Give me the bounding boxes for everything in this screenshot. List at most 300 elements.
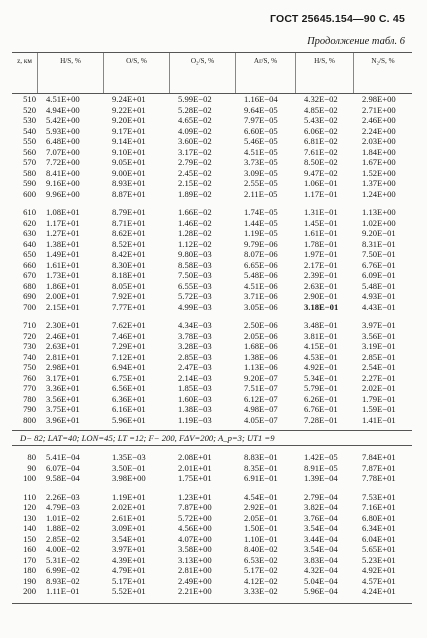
value-cell: 9.00E+01 [112,167,146,178]
altitude-cell: 620 [23,217,36,228]
altitude-cell: 140 [23,523,36,533]
table-row [12,352,412,363]
value-cell: 2.30E+01 [46,320,80,330]
value-cell: 1.45E−01 [304,217,338,228]
value-cell: 4.92E+01 [362,565,396,575]
value-cell: 5.17E−02 [244,565,278,575]
value-cell: 2.47E−03 [178,362,212,372]
value-cell: 2.49E+00 [178,575,212,586]
value-cell: 2.61E+01 [112,512,146,523]
value-cell: 9.17E+01 [112,125,146,136]
altitude-cell: 530 [23,115,36,125]
value-cell: 1.10E−01 [244,533,278,544]
value-cell: 1.73E+01 [46,270,80,280]
table-row [12,534,412,545]
value-cell: 7.16E+01 [362,502,396,512]
value-cell: 4.57E+01 [362,575,396,586]
value-cell: 1.27E+01 [46,228,80,238]
table-row [12,136,412,147]
col-header-ar: Ar/S, % [236,53,296,93]
value-cell: 2.00E+01 [46,291,80,301]
table-row [12,168,412,179]
value-cell: 7.87E+00 [178,502,212,512]
value-cell: 2.55E−05 [244,178,278,188]
value-cell: 6.76E−01 [362,259,396,270]
value-cell: 6.65E−06 [244,259,278,270]
value-cell: 1.66E−02 [178,207,212,217]
value-cell: 8.83E−01 [244,452,278,462]
value-cell: 8.05E+01 [112,280,146,291]
value-cell: 3.97E−01 [362,320,396,330]
altitude-cell: 510 [23,94,36,104]
value-cell: 8.62E+01 [112,228,146,238]
altitude-cell: 120 [23,502,36,512]
value-cell: 5.34E−01 [304,372,338,383]
value-cell: 8.93E−02 [46,575,80,586]
value-cell: 1.97E−01 [304,249,338,259]
value-cell: 2.45E−02 [178,167,212,178]
value-cell: 2.50E−06 [244,320,278,330]
value-cell: 2.98E+00 [362,94,396,104]
value-cell: 4.34E−03 [178,320,212,330]
value-cell: 1.39E−04 [304,473,338,483]
value-cell: 2.26E−03 [46,491,80,502]
value-cell: 4.92E−01 [304,362,338,372]
value-cell: 2.02E−01 [362,383,396,393]
value-cell: 2.54E−01 [362,362,396,372]
value-cell: 4.51E−06 [244,280,278,291]
value-cell: 4.51E+00 [46,94,80,104]
table-row [12,178,412,189]
value-cell: 1.28E−02 [178,228,212,238]
value-cell: 1.24E+00 [362,188,396,199]
value-cell: 2.15E−02 [178,178,212,188]
value-cell: 2.63E−01 [304,280,338,291]
value-cell: 5.72E+00 [178,512,212,523]
value-cell: 1.06E−01 [304,178,338,188]
value-cell: 1.78E−01 [304,238,338,249]
value-cell: 6.04E+01 [362,533,396,544]
value-cell: 7.87E+01 [362,462,396,473]
table-row [12,576,412,587]
value-cell: 1.19E−05 [244,228,278,238]
value-cell: 9.79E−06 [244,238,278,249]
col-header-h: H/S, % [38,53,104,93]
table-row [12,115,412,126]
value-cell: 1.17E+01 [46,217,80,228]
value-cell: 3.78E−03 [178,330,212,341]
altitude-cell: 700 [23,301,36,312]
value-cell: 6.76E−01 [304,404,338,414]
table-row [12,341,412,352]
value-cell: 2.14E−03 [178,372,212,383]
value-cell: 7.72E+00 [46,157,80,167]
value-cell: 2.27E−01 [362,372,396,383]
altitude-cell: 760 [23,372,36,383]
value-cell: 8.35E−01 [244,462,278,473]
value-cell: 1.68E−06 [244,341,278,351]
value-cell: 3.19E−01 [362,341,396,351]
altitude-cell: 770 [23,383,36,393]
value-cell: 3.48E−01 [304,320,338,330]
value-cell: 9.14E+01 [112,136,146,146]
value-cell: 9.16E+00 [46,178,80,188]
value-cell: 2.02E+01 [112,502,146,512]
conditions-line: D− 82; LAT=40; LON=45; LT =12; F− 200, FΔV=200; A_p=3; UT1 =9 [12,430,412,446]
table-row [12,544,412,555]
value-cell: 2.03E+00 [362,136,396,146]
value-cell: 3.97E+01 [112,544,146,554]
value-cell: 5.28E−02 [178,104,212,115]
value-cell: 5.79E−01 [304,383,338,393]
altitude-cell: 80 [27,452,36,462]
value-cell: 1.67E+00 [362,157,396,167]
value-cell: 6.34E+01 [362,523,396,533]
table-row [12,207,412,218]
table-row [12,492,412,503]
value-cell: 3.56E+01 [46,393,80,404]
altitude-cell: 640 [23,238,36,249]
table-row [12,260,412,271]
value-cell: 3.44E−04 [304,533,338,544]
altitude-cell: 520 [23,104,36,115]
value-cell: 4.32E−04 [304,565,338,575]
altitude-cell: 750 [23,362,36,372]
value-cell: 3.18E−01 [304,301,339,312]
value-cell: 3.09E+01 [112,523,146,533]
value-cell: 4.53E−01 [304,351,338,362]
altitude-cell: 200 [23,586,36,596]
value-cell: 9.58E−04 [46,473,80,483]
value-cell: 6.91E−01 [244,473,278,483]
value-cell: 8.41E+00 [46,167,80,178]
table-row [12,555,412,566]
value-cell: 6.09E−01 [362,270,396,280]
altitude-cell: 600 [23,188,36,199]
altitude-cell: 540 [23,125,36,136]
value-cell: 1.74E−05 [244,207,278,217]
value-cell: 4.51E−05 [244,146,278,157]
value-cell: 4.85E−02 [304,104,338,115]
value-cell: 3.56E−01 [362,330,396,341]
value-cell: 1.52E+00 [362,167,396,178]
table-row [12,157,412,168]
value-cell: 1.85E−03 [178,383,212,393]
value-cell: 2.24E+00 [362,125,396,136]
value-cell: 3.98E+00 [112,473,146,483]
altitude-cell: 690 [23,291,36,301]
value-cell: 7.77E+01 [112,301,146,312]
value-cell: 8.87E+01 [112,188,146,199]
value-cell: 1.23E+01 [178,491,212,502]
value-cell: 9.20E−01 [362,228,396,238]
value-cell: 6.07E−04 [46,462,80,473]
altitude-cell: 730 [23,341,36,351]
value-cell: 2.71E+00 [362,104,396,115]
value-cell: 2.15E+01 [46,301,80,312]
value-cell: 5.52E+01 [112,586,146,596]
value-cell: 1.02E+00 [362,217,396,228]
data-table [12,52,412,604]
value-cell: 8.40E−02 [244,544,278,554]
table-row [12,281,412,292]
value-cell: 2.85E−01 [362,351,396,362]
value-cell: 3.50E−01 [112,462,146,473]
value-cell: 8.50E−02 [304,157,338,167]
value-cell: 4.79E+01 [112,565,146,575]
table-row [12,404,412,415]
value-cell: 3.17E−02 [178,146,212,157]
value-cell: 2.79E−04 [304,491,338,502]
value-cell: 7.29E+01 [112,341,146,351]
value-cell: 1.31E−01 [304,207,338,217]
value-cell: 4.94E+00 [46,104,80,115]
table-row [12,189,412,200]
altitude-cell: 660 [23,259,36,270]
value-cell: 2.85E−03 [178,351,212,362]
value-cell: 7.51E−07 [244,383,278,393]
value-cell: 2.05E−06 [244,330,278,341]
value-cell: 1.38E−06 [244,351,278,362]
value-cell: 4.93E−01 [362,291,396,301]
value-cell: 1.12E−02 [178,238,212,249]
value-cell: 5.17E+01 [112,575,146,586]
value-cell: 7.61E−02 [304,146,338,157]
altitude-cell: 560 [23,146,36,157]
value-cell: 4.00E−02 [46,544,80,554]
value-cell: 7.53E+01 [362,491,396,502]
value-cell: 2.85E−02 [46,533,80,544]
value-cell: 8.71E+01 [112,217,146,228]
value-cell: 5.48E−06 [244,270,278,280]
value-cell: 2.11E−05 [244,188,278,199]
altitude-cell: 710 [23,320,36,330]
value-cell: 5.23E+01 [362,554,396,565]
table-row [12,228,412,239]
value-cell: 9.20E+01 [112,115,146,125]
value-cell: 3.05E−06 [244,301,278,312]
value-cell: 3.83E−04 [304,554,338,565]
value-cell: 6.12E−07 [244,393,278,404]
value-cell: 1.61E+01 [46,259,80,270]
value-cell: 7.78E+01 [362,473,396,483]
value-cell: 3.54E−04 [304,544,338,554]
value-cell: 3.36E+01 [46,383,80,393]
value-cell: 2.17E−01 [304,259,338,270]
value-cell: 6.60E−05 [244,125,278,136]
table-row [12,586,412,597]
table-row [12,502,412,513]
value-cell: 5.96E−04 [304,586,338,596]
value-cell: 1.41E−01 [362,414,396,425]
value-cell: 1.86E+01 [46,280,80,291]
value-cell: 7.28E−01 [304,414,338,425]
value-cell: 3.76E−04 [304,512,338,523]
altitude-cell: 590 [23,178,36,188]
value-cell: 3.75E+01 [46,404,80,414]
altitude-cell: 180 [23,565,36,575]
value-cell: 1.01E−02 [46,512,80,523]
value-cell: 4.07E+00 [178,533,212,544]
value-cell: 8.30E+01 [112,259,146,270]
table-row [12,415,412,426]
value-cell: 3.58E+00 [178,544,212,554]
value-cell: 5.31E−02 [46,554,80,565]
value-cell: 4.32E−02 [304,94,338,104]
value-cell: 1.59E−01 [362,404,396,414]
value-cell: 8.31E−01 [362,238,396,249]
table-row [12,394,412,405]
value-cell: 4.05E−07 [244,414,278,425]
value-cell: 1.75E+01 [178,473,212,483]
table-row [12,218,412,229]
value-cell: 6.36E+01 [112,393,146,404]
table-section-2 [12,452,412,597]
value-cell: 7.84E+01 [362,452,396,462]
value-cell: 4.12E−02 [244,575,278,586]
altitude-cell: 670 [23,270,36,280]
altitude-cell: 550 [23,136,36,146]
value-cell: 3.81E−01 [304,330,338,341]
value-cell: 2.90E−01 [304,291,338,301]
table-section-1 [12,94,412,425]
altitude-cell: 720 [23,330,36,341]
value-cell: 1.37E+00 [362,178,396,188]
table-row [12,362,412,373]
value-cell: 7.50E−01 [362,249,396,259]
value-cell: 9.05E+01 [112,157,146,167]
value-cell: 3.54E−04 [304,523,338,533]
altitude-cell: 650 [23,249,36,259]
table-row [12,239,412,250]
value-cell: 1.88E−02 [46,523,80,533]
value-cell: 2.79E−02 [178,157,212,167]
altitude-cell: 100 [23,473,36,483]
value-cell: 6.56E+01 [112,383,146,393]
table-row [12,105,412,116]
value-cell: 5.96E+01 [112,414,146,425]
value-cell: 4.56E+00 [178,523,212,533]
value-cell: 3.82E−04 [304,502,338,512]
value-cell: 6.53E−02 [244,554,278,565]
value-cell: 1.61E−01 [304,228,338,238]
altitude-cell: 170 [23,554,36,565]
value-cell: 5.48E−01 [362,280,396,291]
value-cell: 7.62E+01 [112,320,146,330]
altitude-cell: 630 [23,228,36,238]
value-cell: 2.21E+00 [178,586,212,596]
value-cell: 9.47E−02 [304,167,338,178]
value-cell: 7.07E+00 [46,146,80,157]
value-cell: 2.46E+01 [46,330,80,341]
value-cell: 6.06E−02 [304,125,338,136]
value-cell: 1.19E−03 [178,414,212,425]
value-cell: 1.60E−03 [178,393,212,404]
table-row [12,373,412,384]
value-cell: 1.13E−06 [244,362,278,372]
value-cell: 2.81E+00 [178,565,212,575]
value-cell: 5.72E−03 [178,291,212,301]
value-cell: 1.42E−05 [304,452,338,462]
value-cell: 6.75E+01 [112,372,146,383]
value-cell: 1.50E−01 [244,523,278,533]
altitude-cell: 740 [23,351,36,362]
value-cell: 6.16E+01 [112,404,146,414]
value-cell: 2.92E−01 [244,502,278,512]
value-cell: 8.79E+01 [112,207,146,217]
value-cell: 5.46E−05 [244,136,278,146]
value-cell: 6.48E+00 [46,136,80,146]
value-cell: 6.55E−03 [178,280,212,291]
value-cell: 1.44E−05 [244,217,278,228]
value-cell: 4.54E−01 [244,491,278,502]
value-cell: 5.93E+00 [46,125,80,136]
altitude-cell: 130 [23,512,36,523]
value-cell: 5.04E−04 [304,575,338,586]
value-cell: 1.11E−01 [46,586,80,596]
altitude-cell: 110 [23,491,36,502]
value-cell: 4.09E−02 [178,125,212,136]
value-cell: 2.39E−01 [304,270,338,280]
value-cell: 9.64E−05 [244,104,278,115]
value-cell: 1.89E−02 [178,188,212,199]
table-row [12,513,412,524]
value-cell: 1.38E−03 [178,404,212,414]
table-row [12,523,412,534]
value-cell: 1.84E+00 [362,146,396,157]
value-cell: 1.17E−01 [304,188,338,199]
table-row [12,302,412,313]
value-cell: 4.24E+01 [362,586,396,596]
value-cell: 3.13E+00 [178,554,212,565]
value-cell: 3.96E+01 [46,414,80,425]
value-cell: 1.13E+00 [362,207,396,217]
altitude-cell: 580 [23,167,36,178]
value-cell: 3.73E−05 [244,157,278,167]
value-cell: 2.08E+01 [178,452,212,462]
altitude-cell: 190 [23,575,36,586]
table-continuation-label: Продолжение табл. 6 [307,36,405,47]
table-row [12,320,412,331]
value-cell: 4.43E−01 [362,301,396,312]
value-cell: 4.39E+01 [112,554,146,565]
table-row [12,126,412,137]
table-row [12,270,412,281]
value-cell: 7.50E−03 [178,270,212,280]
value-cell: 2.01E+01 [178,462,212,473]
table-row [12,94,412,105]
value-cell: 2.98E+01 [46,362,80,372]
value-cell: 5.99E−02 [178,94,212,104]
value-cell: 7.46E+01 [112,330,146,341]
value-cell: 4.15E−01 [304,341,338,351]
value-cell: 7.12E+01 [112,351,146,362]
value-cell: 9.20E−07 [244,372,278,383]
col-header-altitude: z, км [12,53,38,93]
altitude-cell: 790 [23,404,36,414]
altitude-cell: 570 [23,157,36,167]
value-cell: 2.81E+01 [46,351,80,362]
table-row [12,463,412,474]
value-cell: 1.16E−04 [244,94,278,104]
value-cell: 2.63E+01 [46,341,80,351]
table-row [12,565,412,576]
value-cell: 7.92E+01 [112,291,146,301]
value-cell: 6.26E−01 [304,393,338,404]
col-header-o2: O₂/S, % [170,53,236,93]
value-cell: 1.38E+01 [46,238,80,249]
value-cell: 8.18E+01 [112,270,146,280]
